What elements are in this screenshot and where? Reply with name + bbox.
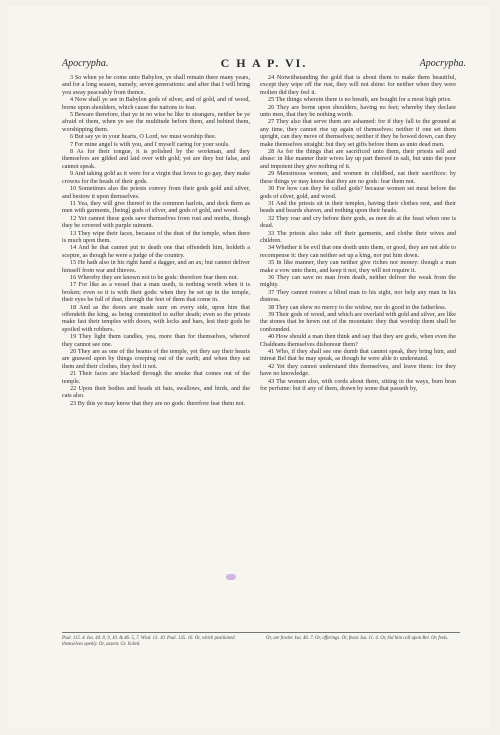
verse: 24 Notwithstanding the gold that is about them to make them beautiful, except they wipe off the rust, they will not shine: for neither when they were molten did they feel it. xyxy=(260,74,456,96)
verse: 41 Who, if they shall see one dumb that cannot speak, they bring him, and intreat Bel that he may speak, as though he were able to understand. xyxy=(260,348,456,363)
right-column xyxy=(260,74,456,629)
left-column xyxy=(62,74,250,629)
verse: 22 Upon their bodies and heads sit bats, swallows, and birds, and the cats also. xyxy=(62,385,250,400)
verse: 9 And taking gold as it were for a virgin that loves to go gay, they make crowns for the heads of their gods. xyxy=(62,170,250,185)
verse: 4 Now shall ye see in Babylon gods of silver, and of gold, and of wood, borne upon shoulders, which cause the nations to fear. xyxy=(62,96,250,111)
verse: 18 And as the doors are made sure on every side, upon him that offendeth the king, as being committed to suffer death; even so the priests make fast their temples with doors, with locks and bars, lest their gods be spoiled with robbers. xyxy=(62,303,250,333)
footnote-rule xyxy=(62,632,460,633)
ink-mark xyxy=(226,574,236,580)
verse: 31 And the priests sit in their temples, having their clothes rent, and their heads and beards shaven, and nothing upon their heads. xyxy=(260,199,456,215)
verse: 7 For mine angel is with you, and I myself caring for your souls. xyxy=(70,140,230,148)
verse: 30 For how can they be called gods? because women set meat before the gods of silver, gold, and wood. xyxy=(260,185,456,200)
verse: 40 How should a man then think and say that they are gods, when even the Chaldeans themselves dishonour them? xyxy=(260,333,456,348)
verse: 10 Sometimes also the priests convey from their gods gold and silver, and bestow it upon themselves. xyxy=(62,185,250,200)
verse: 19 They light them candles, yea, more than for themselves, whereof they cannot see one. xyxy=(62,333,250,348)
verse: 37 They cannot restore a blind man to his sight, nor help any man in his distress. xyxy=(260,288,456,304)
footnotes xyxy=(62,636,460,658)
verse: 13 They wipe their faces, because of the dust of the temple, when there is much upon them. xyxy=(62,229,250,244)
verse: 32 They roar and cry before their gods, as men do at the feast when one is dead. xyxy=(260,214,456,230)
verse: 8 As for their tongue, it is polished by the workman, and they themselves are gilded and laid over with gold; yet are they but false, and cannot speak. xyxy=(62,148,250,170)
verse: 38 They can shew no mercy to the widow, nor do good to the fatherless. xyxy=(268,303,447,311)
running-header xyxy=(62,58,466,72)
verse: 11 Yea, they will give thereof to the common harlots, and deck them as men with garments, [being] gods of silver, and gods of gold, and wood. xyxy=(62,199,250,215)
verse: 16 Whereby they are known not to be gods: therefore fear them not. xyxy=(70,273,239,281)
header-right: Apocrypha. xyxy=(419,58,466,69)
verse: 6 But say ye in your hearts, O Lord, we must worship thee. xyxy=(70,133,217,141)
verse: 33 The priests also take off their garments, and clothe their wives and children. xyxy=(260,229,456,244)
verse: 23 By this ye may know that they are no gods: therefore fear them not. xyxy=(70,399,246,407)
verse: 21 Their faces are blacked through the smoke that comes out of the temple. xyxy=(62,370,250,385)
verse: 5 Beware therefore, that ye in no wise be like to strangers, neither be ye afraid of them, when ye see the multitude before them, and behind them, worshipping them. xyxy=(62,111,250,133)
verse: 26 They are borne upon shoulders, having no feet; whereby they declare unto men, that they be nothing worth. xyxy=(260,103,456,119)
verse: 15 He hath also in his right hand a dagger, and an ax; but cannot deliver himself from war and thieves. xyxy=(62,259,250,274)
verse: 29 Menstruous women, and women in childbed, eat their sacrifices: by these things ye may know that they are no gods: fear them not. xyxy=(260,170,456,185)
verse: 42 Yet they cannot understand this themselves, and leave them: for they have no knowledge. xyxy=(260,362,456,378)
footnote-left: Psal. 115. 4. Isa. 44. 8, 9, 10. & 46. 5, 7. Wisd. 13. 10. Psal. 135. 16. Or, which positioned themselves openly. Or, assent. Gr. licked. xyxy=(62,636,235,647)
chapter-title: C H A P. VI. xyxy=(220,56,308,70)
verse: 28 As for the things that are sacrificed unto them, their priests sell and abuse: in like manner their wives lay up part thereof in salt, but unto the poor and impotent they give nothing of it. xyxy=(260,148,456,170)
verse: 3 So when ye be come unto Babylon, ye shall remain there many years, and for a long season, namely, seven generations: and after that I will bring you away peaceably from thence. xyxy=(62,74,250,96)
verse: 14 And he that cannot put to death one that offendeth him, holdeth a sceptre, as though he were a judge of the country. xyxy=(62,244,250,259)
verse: 36 They can save no man from death, neither deliver the weak from the mighty. xyxy=(260,273,456,289)
verse: 25 The things wherein there is no breath, are bought for a most high price. xyxy=(268,96,452,104)
verse: 34 Whether it be evil that one doeth unto them, or good, they are not able to recompense it: they can neither set up a king, nor put him down. xyxy=(260,244,456,259)
verse: 17 For like as a vessel that a man useth, is nothing worth when it is broken; even so it is with their gods: when they be set up in the temple, their eyes be full of dust, through the feet of them that come in. xyxy=(62,281,250,304)
header-left: Apocrypha. xyxy=(62,58,109,69)
footnote-right: Or, are fowler. Isa. 46. 7. Or, offerings. Or, feast. Isa. 11. 4. Or, bid him call upon Bel. Or, feels. xyxy=(266,636,449,641)
verse: 43 The women also, with cords about them, sitting in the ways, burn bran for perfume: but if any of them, drawn by some that passeth by, xyxy=(260,377,456,393)
verse: 35 In like manner, they can neither give riches nor money: though a man make a vow unto them, and keep it not, they will not require it. xyxy=(260,259,456,274)
verse: 39 Their gods of wood, and which are overlaid with gold and silver, are like the stones that be hewn out of the mountain: they that worship them shall be confounded. xyxy=(260,311,456,333)
verse: 27 They also that serve them are ashamed: for if they fall to the ground at any time, they cannot rise up again of themselves: neither if one set them upright, can they move of themselves; neither if they be bowed down, can they make themselves straight: but they set gifts before them as unto dead men. xyxy=(260,118,456,148)
verse: 12 Yet cannot these gods save themselves from rust and moths, though they be covered with purple raiment. xyxy=(62,214,250,230)
verse: 20 They are as one of the beams of the temple, yet they say their hearts are gnawed upon by things creeping out of the earth; and when they eat them and their clothes, they feel it not. xyxy=(62,348,250,370)
